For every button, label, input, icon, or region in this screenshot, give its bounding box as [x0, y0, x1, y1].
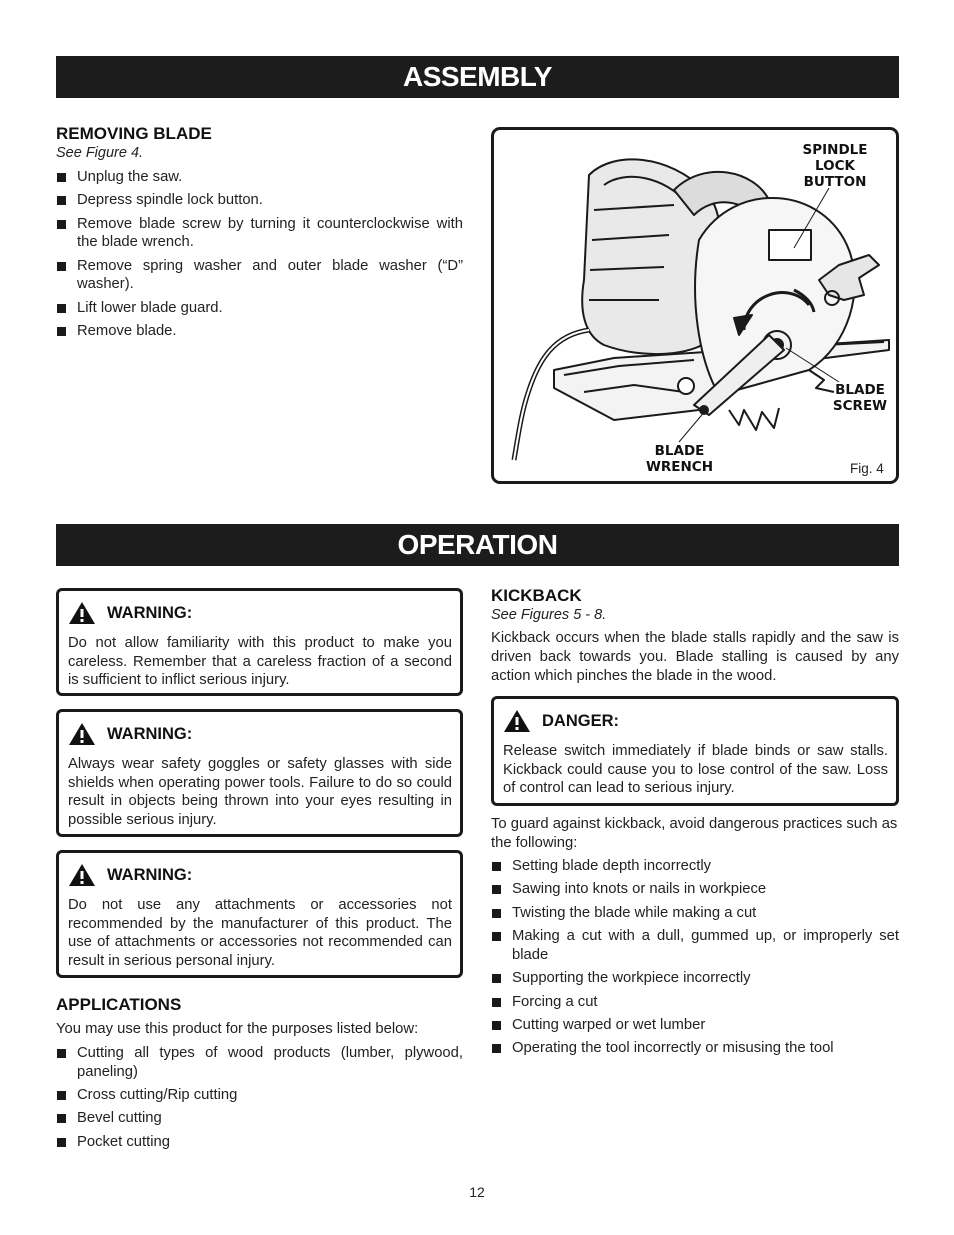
operation-banner: OPERATION [56, 524, 899, 566]
list-item: Making a cut with a dull, gummed up, or improperly set blade [491, 927, 899, 964]
assembly-banner: ASSEMBLY [56, 56, 899, 98]
warning-label: WARNING: [107, 865, 193, 884]
list-item: Forcing a cut [491, 993, 899, 1012]
danger-header [503, 709, 619, 733]
figure-label: Fig. 4 [850, 461, 884, 476]
spindle-lock-button-callout: SPINDLE LOCK BUTTON [802, 142, 868, 190]
warning-box-familiarity [56, 588, 463, 696]
kickback-heading: KICKBACK [491, 586, 582, 605]
warning-label: WARNING: [107, 603, 193, 622]
list-item: Twisting the blade while making a cut [491, 904, 899, 923]
list-item: Cutting warped or wet lumber [491, 1016, 899, 1035]
list-item: Remove blade. [56, 322, 463, 341]
warning-text: Do not use any attachments or accessories not recommended by the manufacturer of this product. The use of attachments or accessories not recommended can result in serious personal injury. [68, 897, 452, 969]
kickback-intro: Kickback occurs when the blade stalls rapidly and the saw is driven back towards you. Blade stalling is caused by any action which pinches the blade in the wood. [491, 630, 899, 684]
list-item: Remove blade screw by turning it counterclockwise with the blade wrench. [56, 215, 463, 252]
warning-label: WARNING: [107, 724, 193, 743]
list-item: Remove spring washer and outer blade washer (“D” washer). [56, 257, 463, 294]
warning-triangle-icon [68, 863, 96, 887]
danger-triangle-icon [503, 709, 531, 733]
kickback-practices-list [491, 857, 899, 1063]
warning-box-attachments [56, 850, 463, 978]
list-item: Unplug the saw. [56, 168, 463, 187]
list-item: Cutting all types of wood products (lumber, plywood, paneling) [56, 1044, 463, 1081]
warning-header [68, 722, 192, 746]
list-item: Bevel cutting [56, 1109, 463, 1128]
danger-text: Release switch immediately if blade binds or saw stalls. Kickback could cause you to lose control of the saw. Loss of control can lead to serious injury. [503, 743, 888, 797]
removing-blade-see-figure: See Figure 4. [56, 145, 144, 161]
kickback-guard-intro: To guard against kickback, avoid dangerous practices such as the following: [491, 816, 898, 851]
list-item: Depress spindle lock button. [56, 191, 463, 210]
list-item: Operating the tool incorrectly or misusing the tool [491, 1039, 899, 1058]
blade-screw-callout: BLADE SCREW [832, 382, 888, 414]
warning-triangle-icon [68, 722, 96, 746]
warning-text: Always wear safety goggles or safety glasses with side shields when operating power tools. Failure to do so could result in objects being thrown into your eyes resulting in possible serious injury. [68, 756, 452, 828]
page-number: 12 [469, 1184, 485, 1200]
applications-heading: APPLICATIONS [56, 995, 182, 1014]
kickback-see-figures: See Figures 5 - 8. [491, 607, 607, 623]
list-item: Supporting the workpiece incorrectly [491, 969, 899, 988]
list-item: Pocket cutting [56, 1133, 463, 1152]
list-item: Setting blade depth incorrectly [491, 857, 899, 876]
warning-header [68, 863, 192, 887]
list-item: Lift lower blade guard. [56, 299, 463, 318]
warning-box-eye-protection [56, 709, 463, 837]
danger-label: DANGER: [542, 711, 619, 730]
danger-box [491, 696, 899, 806]
warning-text: Do not allow familiarity with this product to make you careless. Remember that a careless fraction of a second is sufficient to inflict serious injury. [68, 635, 452, 689]
applications-intro: You may use this product for the purposes listed below: [56, 1021, 419, 1037]
removing-blade-heading: REMOVING BLADE [56, 124, 212, 143]
applications-list [56, 1044, 463, 1156]
warning-triangle-icon [68, 601, 96, 625]
blade-wrench-callout: BLADE WRENCH [645, 443, 713, 475]
list-item: Cross cutting/Rip cutting [56, 1086, 463, 1105]
figure-4-box [491, 127, 899, 484]
list-item: Sawing into knots or nails in workpiece [491, 880, 899, 899]
warning-header [68, 601, 192, 625]
removing-blade-steps [56, 168, 463, 346]
